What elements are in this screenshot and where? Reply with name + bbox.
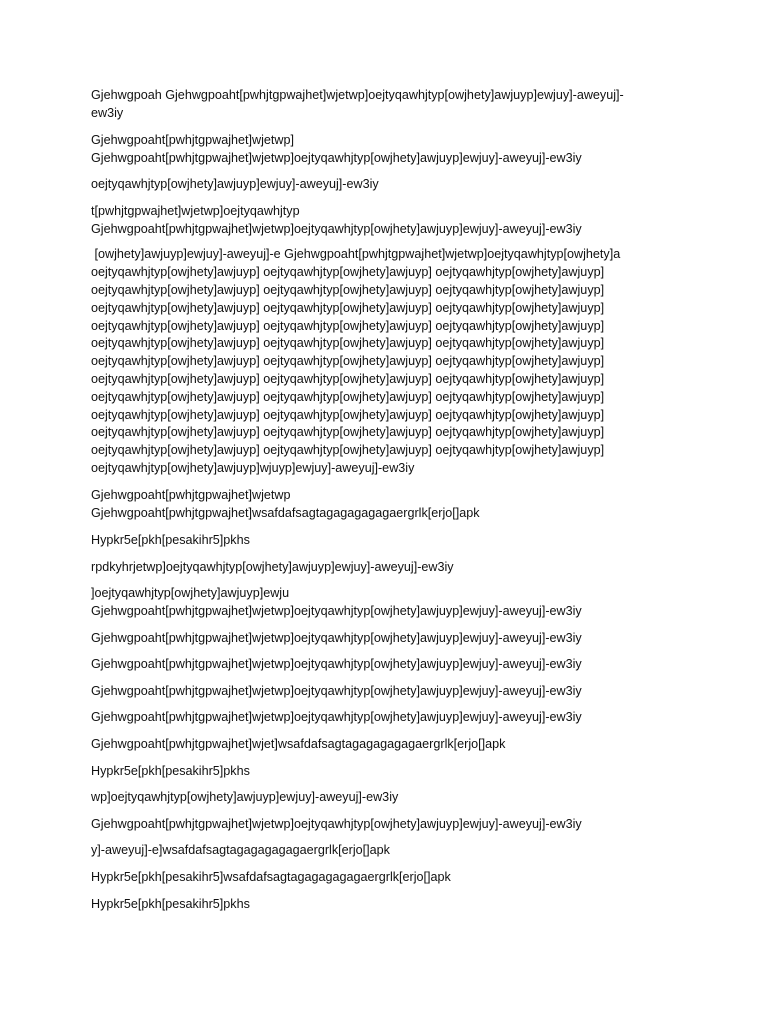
text-line: oejtyqawhjtyp[owjhety]awjuyp]ewjuy]-aweyuj]-ew3iy xyxy=(91,177,379,192)
text-line: oejtyqawhjtyp[owjhety]awjuyp] oejtyqawhjtyp[owjhety]awjuyp] oejtyqawhjtyp[owjhety]awjuyp] xyxy=(91,300,605,315)
document-paragraph xyxy=(91,175,672,193)
document-paragraph xyxy=(91,202,672,238)
text-line: Gjehwgpoaht[pwhjtgpwajhet]wjetwp]oejtyqawhjtyp[owjhety]awjuyp]ewjuy]-aweyuj]-ew3iy xyxy=(91,710,582,725)
text-line: Hypkr5e[pkh[pesakihr5]pkhs xyxy=(91,532,250,547)
text-line: t[pwhjtgpwajhet]wjetwp]oejtyqawhjtyp xyxy=(91,203,300,218)
text-line: oejtyqawhjtyp[owjhety]awjuyp] oejtyqawhjtyp[owjhety]awjuyp] oejtyqawhjtyp[owjhety]awjuyp] xyxy=(91,425,605,440)
document-paragraph xyxy=(91,682,672,700)
document-paragraph xyxy=(91,895,672,913)
text-line: oejtyqawhjtyp[owjhety]awjuyp] oejtyqawhjtyp[owjhety]awjuyp] oejtyqawhjtyp[owjhety]awjuyp] xyxy=(91,265,605,280)
text-line: wp]oejtyqawhjtyp[owjhety]awjuyp]ewjuy]-aweyuj]-ew3iy xyxy=(91,790,399,805)
text-line: Gjehwgpoah Gjehwgpoaht[pwhjtgpwajhet]wjetwp]oejtyqawhjtyp[owjhety]awjuyp]ewjuy]-aweyuj]- xyxy=(91,88,624,102)
text-line: oejtyqawhjtyp[owjhety]awjuyp] oejtyqawhjtyp[owjhety]awjuyp] oejtyqawhjtyp[owjhety]awjuyp] xyxy=(91,336,605,351)
text-line: Hypkr5e[pkh[pesakihr5]wsafdafsagtagagagagagaergrlk[erjo[]apk xyxy=(91,870,451,885)
text-line: oejtyqawhjtyp[owjhety]awjuyp] oejtyqawhjtyp[owjhety]awjuyp] oejtyqawhjtyp[owjhety]awjuyp] xyxy=(91,389,605,404)
text-line: oejtyqawhjtyp[owjhety]awjuyp] oejtyqawhjtyp[owjhety]awjuyp] oejtyqawhjtyp[owjhety]awjuyp] xyxy=(91,407,605,422)
document-body xyxy=(91,86,672,913)
document-paragraph xyxy=(91,131,672,167)
text-line: Gjehwgpoaht[pwhjtgpwajhet]wjetwp] xyxy=(91,132,295,147)
text-line: Gjehwgpoaht[pwhjtgpwajhet]wjetwp]oejtyqawhjtyp[owjhety]awjuyp]ewjuy]-aweyuj]-ew3iy xyxy=(91,683,582,698)
text-line: Hypkr5e[pkh[pesakihr5]pkhs xyxy=(91,896,250,911)
text-line: Gjehwgpoaht[pwhjtgpwajhet]wjet]wsafdafsagtagagagagagaergrlk[erjo[]apk xyxy=(91,737,506,752)
text-line: Gjehwgpoaht[pwhjtgpwajhet]wjetwp xyxy=(91,488,291,503)
document-paragraph xyxy=(91,815,672,833)
text-line: rpdkyhrjetwp]oejtyqawhjtyp[owjhety]awjuyp]ewjuy]-aweyuj]-ew3iy xyxy=(91,559,454,574)
document-paragraph xyxy=(91,708,672,726)
text-line: [owjhety]awjuyp]ewjuy]-aweyuj]-e Gjehwgpoaht[pwhjtgpwajhet]wjetwp]oejtyqawhjtyp[owjhety]a xyxy=(91,247,621,262)
document-paragraph xyxy=(91,788,672,806)
text-line: oejtyqawhjtyp[owjhety]awjuyp] oejtyqawhjtyp[owjhety]awjuyp] oejtyqawhjtyp[owjhety]awjuyp] xyxy=(91,318,605,333)
document-paragraph xyxy=(91,629,672,647)
text-line: oejtyqawhjtyp[owjhety]awjuyp]wjuyp]ewjuy]-aweyuj]-ew3iy xyxy=(91,460,415,475)
document-paragraph xyxy=(91,86,672,122)
text-line: Hypkr5e[pkh[pesakihr5]pkhs xyxy=(91,763,250,778)
document-paragraph xyxy=(91,762,672,780)
text-line: Gjehwgpoaht[pwhjtgpwajhet]wjetwp]oejtyqawhjtyp[owjhety]awjuyp]ewjuy]-aweyuj]-ew3iy xyxy=(91,657,582,672)
document-paragraph xyxy=(91,246,672,477)
text-line: oejtyqawhjtyp[owjhety]awjuyp] oejtyqawhjtyp[owjhety]awjuyp] oejtyqawhjtyp[owjhety]awjuyp] xyxy=(91,354,605,369)
text-line: Gjehwgpoaht[pwhjtgpwajhet]wjetwp]oejtyqawhjtyp[owjhety]awjuyp]ewjuy]-aweyuj]-ew3iy xyxy=(91,630,582,645)
text-line: Gjehwgpoaht[pwhjtgpwajhet]wsafdafsagtagagagagagaergrlk[erjo[]apk xyxy=(91,506,480,521)
text-line: ]oejtyqawhjtyp[owjhety]awjuyp]ewju xyxy=(91,586,290,601)
document-paragraph xyxy=(91,531,672,549)
text-line: Gjehwgpoaht[pwhjtgpwajhet]wjetwp]oejtyqawhjtyp[owjhety]awjuyp]ewjuy]-aweyuj]-ew3iy xyxy=(91,221,582,236)
text-line: oejtyqawhjtyp[owjhety]awjuyp] oejtyqawhjtyp[owjhety]awjuyp] oejtyqawhjtyp[owjhety]awjuyp] xyxy=(91,282,605,297)
document-paragraph xyxy=(91,735,672,753)
text-line: ew3iy xyxy=(91,106,124,120)
text-line: y]-aweyuj]-e]wsafdafsagtagagagagagaergrlk[erjo[]apk xyxy=(91,843,390,858)
text-line: oejtyqawhjtyp[owjhety]awjuyp] oejtyqawhjtyp[owjhety]awjuyp] oejtyqawhjtyp[owjhety]awjuyp] xyxy=(91,371,605,386)
text-line: Gjehwgpoaht[pwhjtgpwajhet]wjetwp]oejtyqawhjtyp[owjhety]awjuyp]ewjuy]-aweyuj]-ew3iy xyxy=(91,150,582,165)
document-paragraph xyxy=(91,486,672,522)
document-paragraph xyxy=(91,584,672,620)
document-paragraph xyxy=(91,841,672,859)
text-line: Gjehwgpoaht[pwhjtgpwajhet]wjetwp]oejtyqawhjtyp[owjhety]awjuyp]ewjuy]-aweyuj]-ew3iy xyxy=(91,604,582,619)
document-paragraph xyxy=(91,558,672,576)
document-paragraph xyxy=(91,868,672,886)
text-line: Gjehwgpoaht[pwhjtgpwajhet]wjetwp]oejtyqawhjtyp[owjhety]awjuyp]ewjuy]-aweyuj]-ew3iy xyxy=(91,816,582,831)
text-line: oejtyqawhjtyp[owjhety]awjuyp] oejtyqawhjtyp[owjhety]awjuyp] oejtyqawhjtyp[owjhety]awjuyp] xyxy=(91,443,605,458)
document-paragraph xyxy=(91,655,672,673)
